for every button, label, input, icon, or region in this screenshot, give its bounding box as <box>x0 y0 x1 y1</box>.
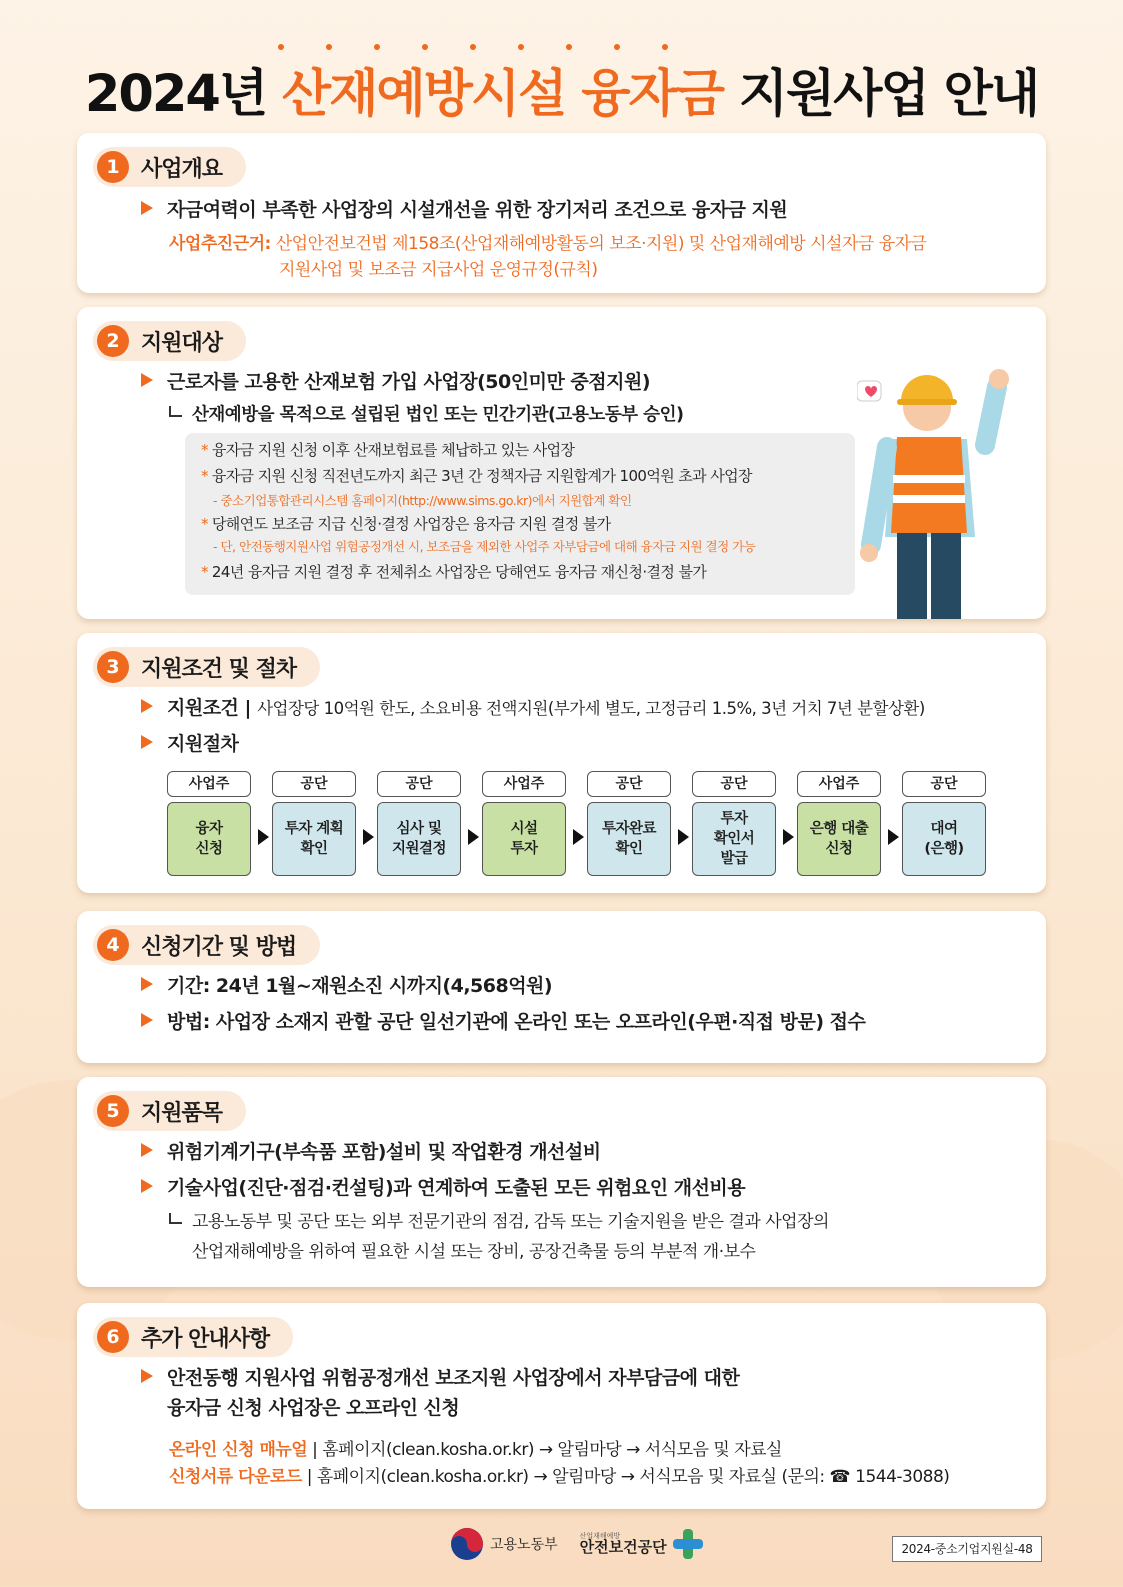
step-action: 대여 (은행) <box>902 802 986 876</box>
section-number: 1 <box>97 151 129 183</box>
bullet-item <box>141 1363 739 1390</box>
section-title: 신청기간 및 방법 <box>141 934 297 960</box>
bullet-item <box>141 367 650 394</box>
triangle-bullet-icon <box>141 201 153 215</box>
step-actor: 공단 <box>377 771 461 797</box>
step-action: 투자 확인서 발급 <box>692 802 776 876</box>
bullet-item <box>141 1137 601 1164</box>
condition-text: 사업장당 10억원 한도, 소요비용 전액지원(부가세 별도, 고정금리 1.5%, 3년 거치 7년 분할상환) <box>257 699 925 718</box>
bullet-text: 기술사업(진단·점검·컨설팅)과 연계하여 도출된 모든 위험요인 개선비용 <box>167 1177 746 1199</box>
basis-text-line1: 산업안전보건법 제158조(산업재해예방활동의 보조·지원) 및 산업재해예방 시설자금 융자금 <box>275 234 927 254</box>
bullet-item-line2: 융자금 신청 사업장은 오프라인 신청 <box>167 1397 460 1419</box>
download-label: 신청서류 다운로드 <box>169 1467 302 1487</box>
kosha-logo-text <box>580 1533 667 1555</box>
step-actor: 공단 <box>692 771 776 797</box>
basis-label: 사업추진근거: <box>169 234 271 254</box>
bullet-text: 근로자를 고용한 산재보험 가입 사업장(50인미만 중점지원) <box>167 371 651 393</box>
procedure-step <box>902 771 986 876</box>
note-item: * 융자금 지원 신청 직전년도까지 최근 3년 간 정책자금 지원합계가 100억원 초과 사업장 <box>201 467 752 485</box>
worker-illustration <box>857 357 1037 619</box>
procedure-label: 지원절차 <box>167 733 239 755</box>
sub-item <box>169 1207 829 1232</box>
government-emblem-icon <box>450 1527 484 1561</box>
exclusion-notes-box <box>185 433 855 595</box>
sub-note: - 단, 안전동행지원사업 위험공정개선 시, 보조금을 제외한 사업주 자부담금에 대해 융자금 지원 결정 가능 <box>213 539 756 554</box>
step-actor: 공단 <box>272 771 356 797</box>
procedure-step <box>587 771 671 876</box>
arrow-right-icon <box>678 829 689 845</box>
org1-name: 고용노동부 <box>490 1537 558 1553</box>
sub-text: 고용노동부 및 공단 또는 외부 전문기관의 점검, 감독 또는 기술지원을 받은 결과 사업장의 <box>192 1212 829 1232</box>
triangle-bullet-icon <box>141 735 153 749</box>
section-overview <box>77 133 1046 293</box>
section-number: 2 <box>97 325 129 357</box>
condition-separator: | <box>238 697 258 719</box>
bullet-item <box>141 1007 865 1034</box>
sub-text: 산재예방을 목적으로 설립된 법인 또는 민간기관(고용노동부 승인) <box>192 405 684 425</box>
bullet-item <box>141 729 238 756</box>
step-action: 투자완료 확인 <box>587 802 671 876</box>
procedure-flow <box>167 771 997 881</box>
section-title: 추가 안내사항 <box>141 1326 270 1352</box>
procedure-step <box>167 771 251 876</box>
legal-basis-line2: 지원사업 및 보조금 지급사업 운영규정(규칙) <box>279 260 598 280</box>
triangle-bullet-icon <box>141 1179 153 1193</box>
note-item: * 24년 융자금 지원 결정 후 전체취소 사업장은 당해연도 융자금 재신청·결정 불가 <box>201 563 707 581</box>
step-action: 융자 신청 <box>167 802 251 876</box>
section-header <box>93 147 246 187</box>
bullet-text: 방법: 사업장 소재지 관할 공단 일선기관에 온라인 또는 오프라인(우편·직접 방문) 접수 <box>167 1011 866 1033</box>
step-action: 투자 계획 확인 <box>272 802 356 876</box>
bullet-text: 안전동행 지원사업 위험공정개선 보조지원 사업장에서 자부담금에 대한 <box>167 1367 740 1389</box>
org2-small: 산업재해예방 <box>579 1532 621 1540</box>
document-code: 2024-중소기업지원실-48 <box>892 1536 1042 1562</box>
bullet-item <box>141 1173 745 1200</box>
section-header <box>93 1091 246 1131</box>
download-text: | 홈페이지(clean.kosha.or.kr) → 알림마당 → 서식모음 및 자료실 (문의: ☎ 1544-3088) <box>301 1467 950 1487</box>
section-number: 3 <box>97 651 129 683</box>
arrow-right-icon <box>258 829 269 845</box>
step-actor: 사업주 <box>797 771 881 797</box>
triangle-bullet-icon <box>141 1143 153 1157</box>
step-action: 시설 투자 <box>482 802 566 876</box>
step-actor: 사업주 <box>167 771 251 797</box>
bullet-item <box>141 693 925 720</box>
section-number: 5 <box>97 1095 129 1127</box>
bullet-text: 기간: 24년 1월~재원소진 시까지(4,568억원) <box>167 975 553 997</box>
step-actor: 공단 <box>587 771 671 797</box>
manual-text: | 홈페이지(clean.kosha.or.kr) → 알림마당 → 서식모음 및 자료실 <box>307 1440 782 1460</box>
section-conditions <box>77 633 1046 893</box>
condition-label: 지원조건 <box>167 697 239 719</box>
arrow-right-icon <box>783 829 794 845</box>
section-header <box>93 925 320 965</box>
section-target <box>77 307 1046 619</box>
step-action: 심사 및 지원결정 <box>377 802 461 876</box>
manual-info <box>169 1435 782 1460</box>
section-number: 6 <box>97 1321 129 1353</box>
procedure-step <box>272 771 356 876</box>
footer-logos <box>450 1524 705 1564</box>
procedure-step <box>797 771 881 876</box>
bullet-text: 위험기계기구(부속품 포함)설비 및 작업환경 개선설비 <box>167 1141 601 1163</box>
arrow-right-icon <box>888 829 899 845</box>
sub-item-line2: 산업재해예방을 위하여 필요한 시설 또는 장비, 공장건축물 등의 부분적 개·보수 <box>192 1242 756 1262</box>
triangle-bullet-icon <box>141 1013 153 1027</box>
kosha-cross-icon <box>671 1527 705 1561</box>
section-title: 지원조건 및 절차 <box>141 656 297 682</box>
procedure-step <box>377 771 461 876</box>
section-title: 지원품목 <box>141 1100 223 1126</box>
corner-arrow-icon <box>169 406 182 417</box>
title-prefix: 2024년 <box>84 65 282 124</box>
sub-item <box>169 401 683 426</box>
section-title: 지원대상 <box>141 330 223 356</box>
arrow-right-icon <box>573 829 584 845</box>
bullet-item <box>141 195 787 222</box>
section-header <box>93 1317 293 1357</box>
section-header <box>93 647 320 687</box>
bullet-item <box>141 971 552 998</box>
triangle-bullet-icon <box>141 977 153 991</box>
triangle-bullet-icon <box>141 1369 153 1383</box>
arrow-right-icon <box>363 829 374 845</box>
download-info <box>169 1462 949 1487</box>
section-additional <box>77 1303 1046 1509</box>
sub-note: - 중소기업통합관리시스템 홈페이지(http://www.sims.go.kr)에서 지원합계 확인 <box>213 493 632 508</box>
procedure-step <box>482 771 566 876</box>
section-title: 사업개요 <box>141 156 223 182</box>
org2-name: 안전보건공단 <box>579 1538 667 1556</box>
procedure-step <box>692 771 776 876</box>
legal-basis <box>169 229 926 254</box>
section-header <box>93 321 246 361</box>
title-suffix: 지원사업 안내 <box>723 65 1039 124</box>
manual-label: 온라인 신청 매뉴얼 <box>169 1440 308 1460</box>
bullet-text: 자금여력이 부족한 사업장의 시설개선을 위한 장기저리 조건으로 융자금 지원 <box>167 199 788 221</box>
note-item: * 융자금 지원 신청 이후 산재보험료를 체납하고 있는 사업장 <box>201 441 575 459</box>
title-highlight: 산재예방시설 융자금 <box>281 65 723 124</box>
section-period <box>77 911 1046 1063</box>
section-number: 4 <box>97 929 129 961</box>
note-item: * 당해연도 보조금 지급 신청·결정 사업장은 융자금 지원 결정 불가 <box>201 515 611 533</box>
step-action: 은행 대출 신청 <box>797 802 881 876</box>
triangle-bullet-icon <box>141 373 153 387</box>
section-items <box>77 1077 1046 1287</box>
corner-arrow-icon <box>169 1213 182 1224</box>
page-title <box>0 52 1123 126</box>
step-actor: 공단 <box>902 771 986 797</box>
step-actor: 사업주 <box>482 771 566 797</box>
triangle-bullet-icon <box>141 699 153 713</box>
arrow-right-icon <box>468 829 479 845</box>
